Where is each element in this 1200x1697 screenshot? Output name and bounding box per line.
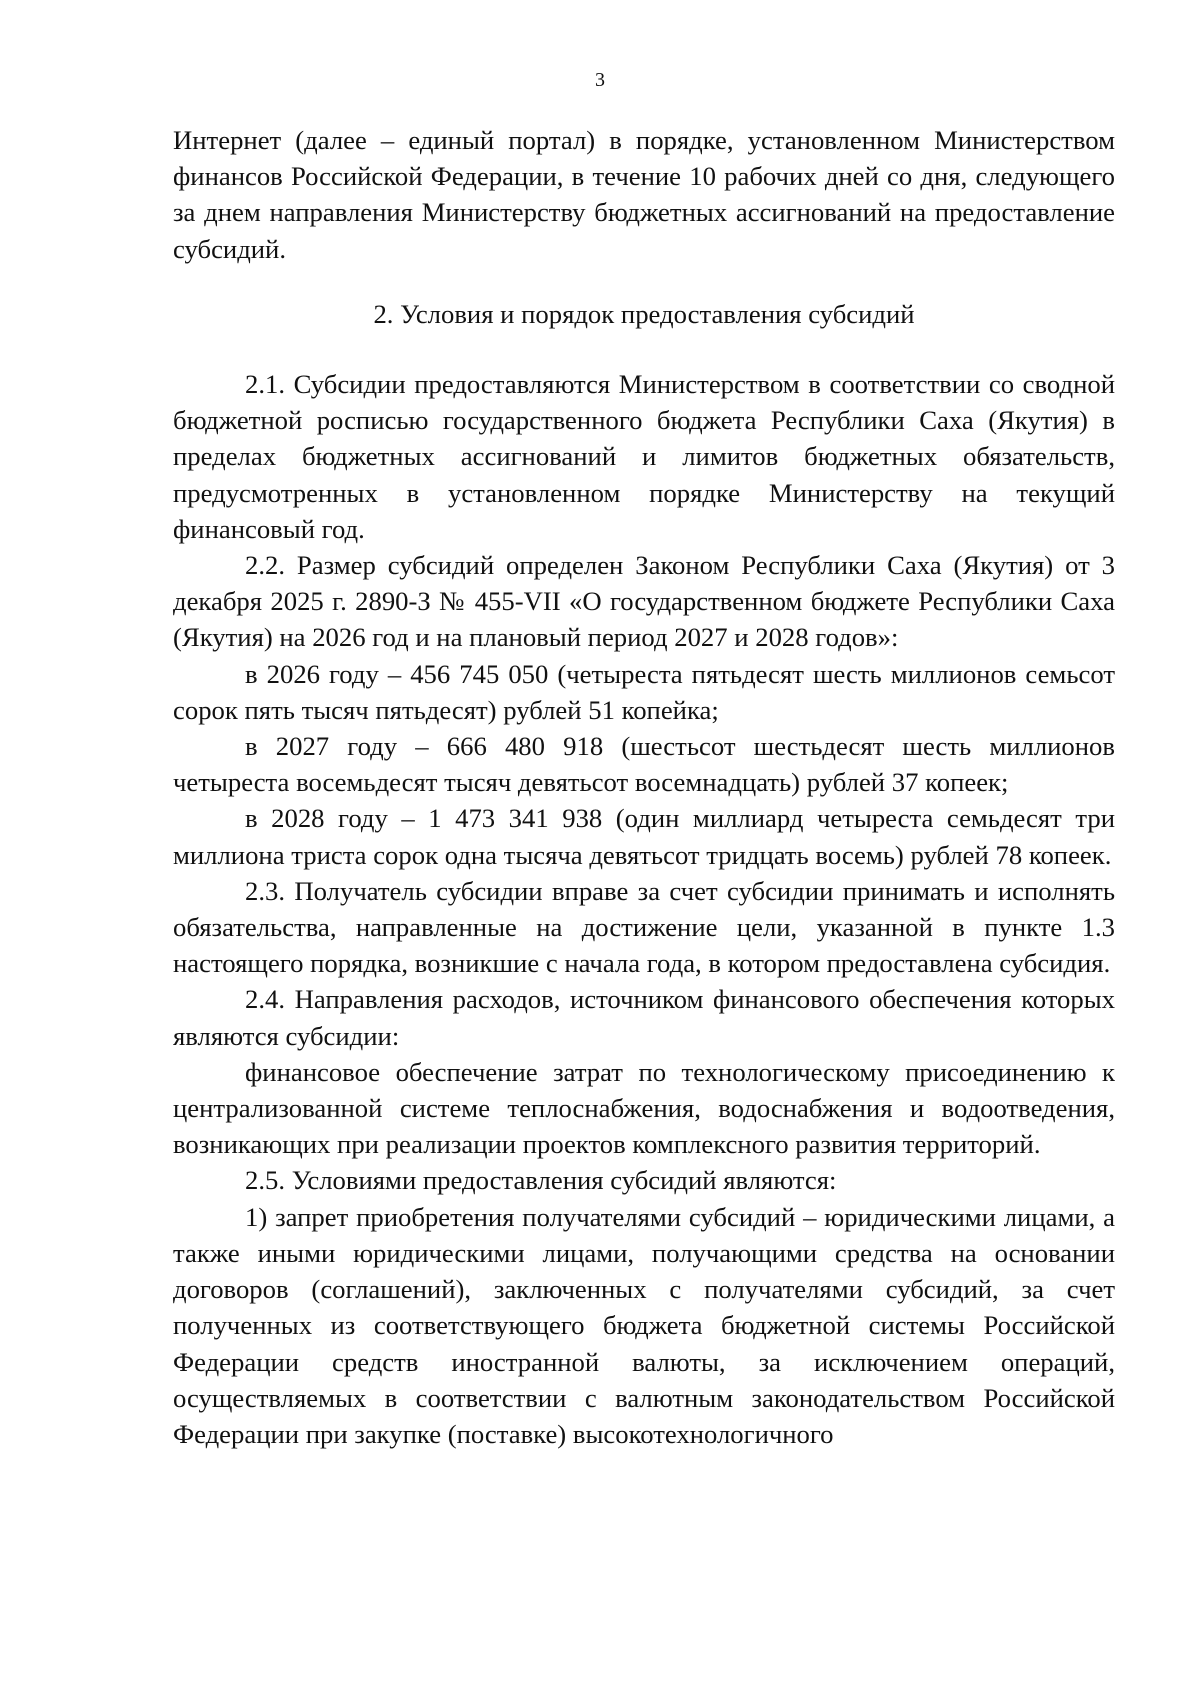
- paragraph-condition-1: 1) запрет приобретения получателями субсидий – юридическими лицами, а также иными юридическими лицами, получающими средства на основании договоров (соглашений), заключенных с получателями субсидий, за счет полученных из соответствующего бюджета бюджетной системы Российской Федерации средств иностранной валюты, за исключением операций, осуществляемых в соответствии с валютным законодательством Российской Федерации при закупке (поставке) высокотехнологичного: [173, 1201, 1115, 1449]
- paragraph-2-3: 2.3. Получатель субсидии вправе за счет субсидии принимать и исполнять обязательства, направленные на достижение цели, указанной в пункте 1.3 настоящего порядка, возникшие с начала года, в котором предоставлена субсидия.: [173, 875, 1115, 979]
- paragraph-2-5: 2.5. Условиями предоставления субсидий являются:: [245, 1165, 837, 1196]
- paragraph-2-2: 2.2. Размер субсидий определен Законом Республики Саха (Якутия) от 3 декабря 2025 г. 2890-З № 455-VII «О государственном бюджете Республики Саха (Якутия) на 2026 год и на плановый период 2027 и 2028 годов»:: [173, 550, 1115, 653]
- document-body: [173, 122, 1115, 1452]
- paragraph-2-4: 2.4. Направления расходов, источником финансового обеспечения которых являются субсидии:: [173, 984, 1115, 1051]
- paragraph-expense-direction: финансовое обеспечение затрат по технологическому присоединению к централизованной системе теплоснабжения, водоснабжения и водоотведения, возникающих при реализации проектов комплексного развития территорий.: [173, 1056, 1115, 1160]
- page-number: 3: [595, 69, 605, 91]
- paragraph-2-1: 2.1. Субсидии предоставляются Министерством в соответствии со сводной бюджетной росписью государственного бюджета Республики Саха (Якутия) в пределах бюджетных ассигнований и лимитов бюджетных обязательств, предусмотренных в установленном порядке Министерству на текущий финансовый год.: [173, 369, 1115, 544]
- paragraph-portal-continuation: Интернет (далее – единый портал) в порядке, установленном Министерством финансов Российской Федерации, в течение 10 рабочих дней со дня, следующего за днем направления Министерству бюджетных ассигнований на предоставление субсидий.: [173, 125, 1115, 264]
- paragraph-2026-amount: в 2026 году – 456 745 050 (четыреста пятьдесят шесть миллионов семьсот сорок пять тысяч пятьдесят) рублей 51 копейка;: [173, 658, 1115, 725]
- paragraph-2027-amount: в 2027 году – 666 480 918 (шестьсот шестьдесят шесть миллионов четыреста восемьдесят тысяч девятьсот восемнадцать) рублей 37 копеек;: [173, 731, 1115, 798]
- section-heading: 2. Условия и порядок предоставления субсидий: [373, 298, 915, 329]
- paragraph-2028-amount: в 2028 году – 1 473 341 938 (один миллиард четыреста семьдесят три миллиона триста сорок одна тысяча девятьсот тридцать восемь) рублей 78 копеек.: [173, 803, 1115, 870]
